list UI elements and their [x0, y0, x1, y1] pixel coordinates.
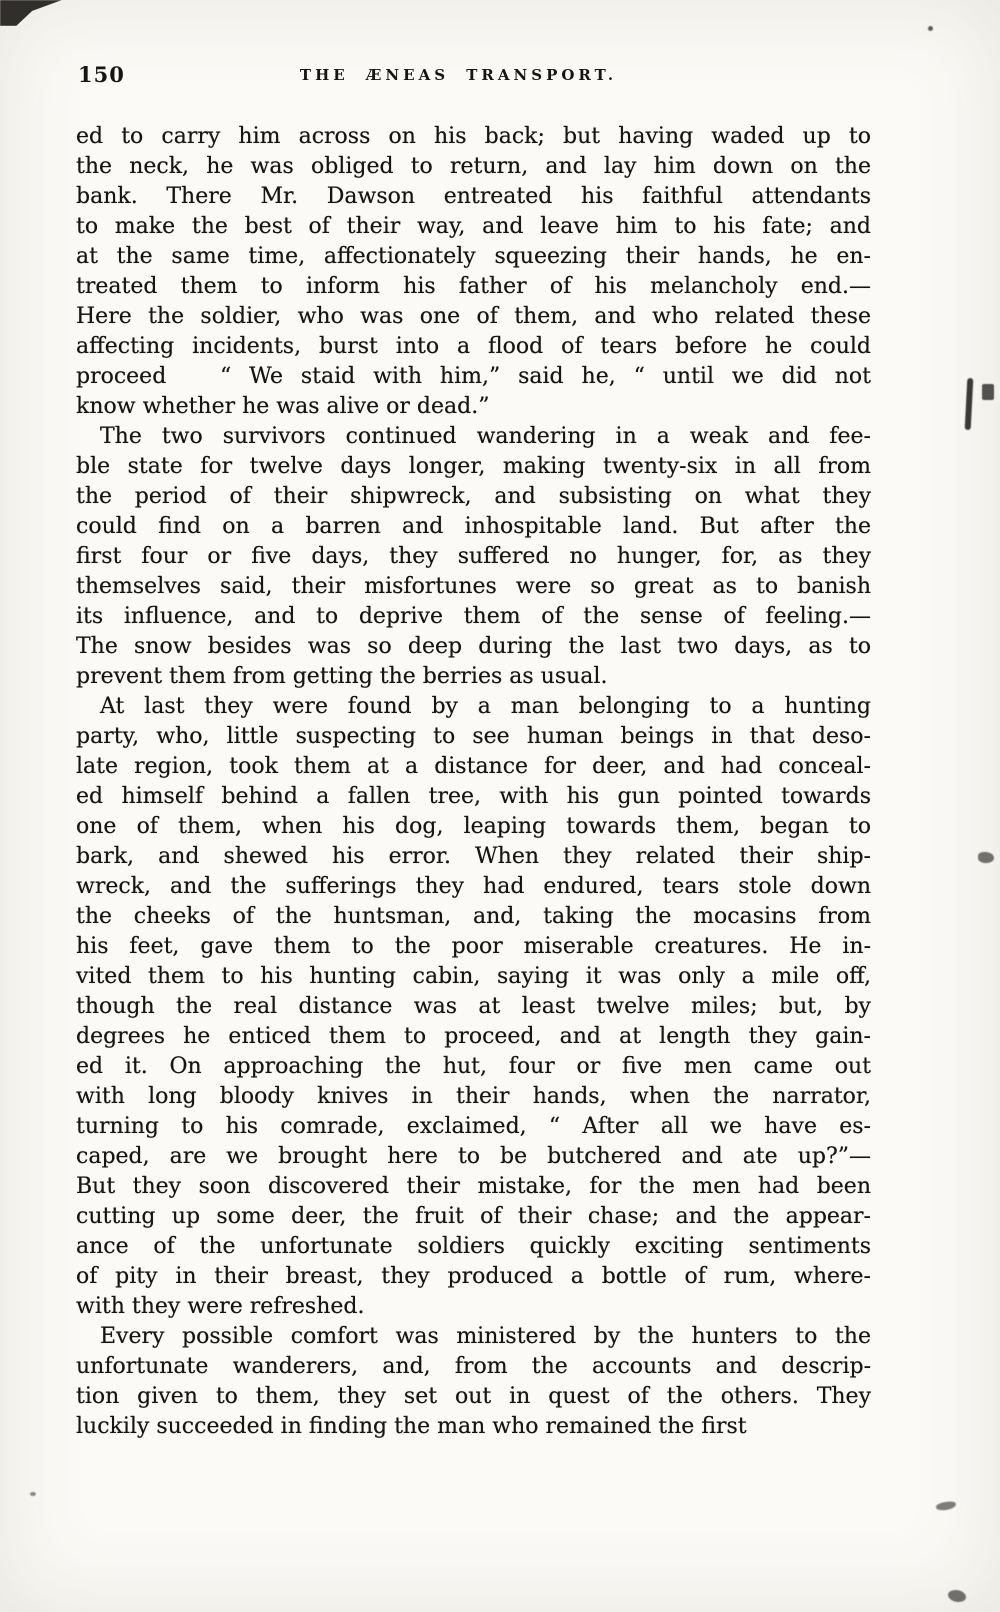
text-line: bank. There Mr. Dawson entreated his faithful attendants: [76, 184, 871, 209]
text-line: At last they were found by a man belonging to a hunting: [100, 694, 871, 719]
text-line: at the same time, affectionately squeezing their hands, he en-: [76, 244, 871, 269]
text-line: party, who, little suspecting to see human beings in that deso-: [76, 724, 871, 749]
text-line: know whether he was alive or dead.”: [76, 394, 490, 419]
scan-artifact-corner-blob: [0, 0, 62, 26]
running-title: THE ÆNEAS TRANSPORT.: [299, 66, 618, 84]
text-line: ance of the unfortunate soldiers quickly exciting sentiments: [76, 1234, 871, 1259]
text-line: affecting incidents, burst into a flood of tears before he could: [76, 334, 871, 359]
text-line: one of them, when his dog, leaping towards them, began to: [76, 814, 871, 839]
text-line: first four or five days, they suffered no hunger, for, as they: [76, 544, 871, 569]
page-header: [76, 60, 871, 88]
scan-artifact-edge-scratch: [965, 378, 974, 430]
text-line: to make the best of their way, and leave him to his fate; and: [76, 214, 871, 239]
text-line: caped, are we brought here to be butchered and ate up?”—: [76, 1144, 871, 1169]
text-line: the cheeks of the huntsman, and, taking the mocasins from: [76, 904, 871, 929]
text-body: [76, 122, 871, 1442]
paragraph: [76, 692, 871, 1322]
text-line: with they were refreshed.: [76, 1294, 365, 1319]
scan-artifact-edge-scratch: [982, 384, 994, 400]
scan-artifact-speck: [936, 1501, 957, 1512]
text-line: proceed “ We staid with him,” said he, “ until we did not: [76, 364, 871, 389]
text-line: though the real distance was at least twelve miles; but, by: [76, 994, 871, 1019]
scan-artifact-speck: [948, 1590, 966, 1602]
text-line: ed to carry him across on his back; but having waded up to: [76, 124, 871, 149]
scan-artifact-speck: [978, 852, 994, 863]
paragraph: [76, 1322, 871, 1442]
text-line: ed himself behind a fallen tree, with his gun pointed towards: [76, 784, 871, 809]
text-line: tion given to them, they set out in quest of the others. They: [76, 1384, 871, 1409]
text-line: cutting up some deer, the fruit of their chase; and the appear-: [76, 1204, 871, 1229]
text-line: vited them to his hunting cabin, saying it was only a mile off,: [76, 964, 871, 989]
paragraph: [76, 422, 871, 692]
text-line: the period of their shipwreck, and subsisting on what they: [76, 484, 871, 509]
text-line: The snow besides was so deep during the last two days, as to: [76, 634, 871, 659]
text-line: the neck, he was obliged to return, and lay him down on the: [76, 154, 871, 179]
text-line: his feet, gave them to the poor miserable creatures. He in-: [76, 934, 871, 959]
scan-artifact-speck: [30, 1492, 36, 1496]
text-line: with long bloody knives in their hands, when the narrator,: [76, 1084, 871, 1109]
text-line: But they soon discovered their mistake, for the men had been: [76, 1174, 871, 1199]
text-line: ed it. On approaching the hut, four or five men came out: [76, 1054, 871, 1079]
text-line: bark, and shewed his error. When they related their ship-: [76, 844, 871, 869]
text-line: late region, took them at a distance for deer, and had conceal-: [76, 754, 871, 779]
text-line: turning to his comrade, exclaimed, “ After all we have es-: [76, 1114, 871, 1139]
text-line: prevent them from getting the berries as usual.: [76, 664, 608, 689]
text-line: unfortunate wanderers, and, from the accounts and descrip-: [76, 1354, 871, 1379]
text-line: The two survivors continued wandering in a weak and fee-: [100, 424, 871, 449]
text-line: Every possible comfort was ministered by the hunters to the: [100, 1324, 871, 1349]
page-number: 150: [78, 62, 125, 87]
text-line: wreck, and the sufferings they had endured, tears stole down: [76, 874, 871, 899]
text-line: of pity in their breast, they produced a bottle of rum, where-: [76, 1264, 871, 1289]
text-line: themselves said, their misfortunes were so great as to banish: [76, 574, 871, 599]
text-line: could find on a barren and inhospitable land. But after the: [76, 514, 871, 539]
text-line: its influence, and to deprive them of the sense of feeling.—: [76, 604, 871, 629]
text-line: ble state for twelve days longer, making twenty-six in all from: [76, 454, 871, 479]
page-content: [76, 60, 871, 1442]
text-line: luckily succeeded in finding the man who remained the first: [76, 1414, 747, 1439]
text-line: degrees he enticed them to proceed, and at length they gain-: [76, 1024, 871, 1049]
paragraph: [76, 122, 871, 422]
scan-artifact-speck: [928, 26, 933, 31]
text-line: treated them to inform his father of his melancholy end.—: [76, 274, 871, 299]
text-line: Here the soldier, who was one of them, and who related these: [76, 304, 871, 329]
